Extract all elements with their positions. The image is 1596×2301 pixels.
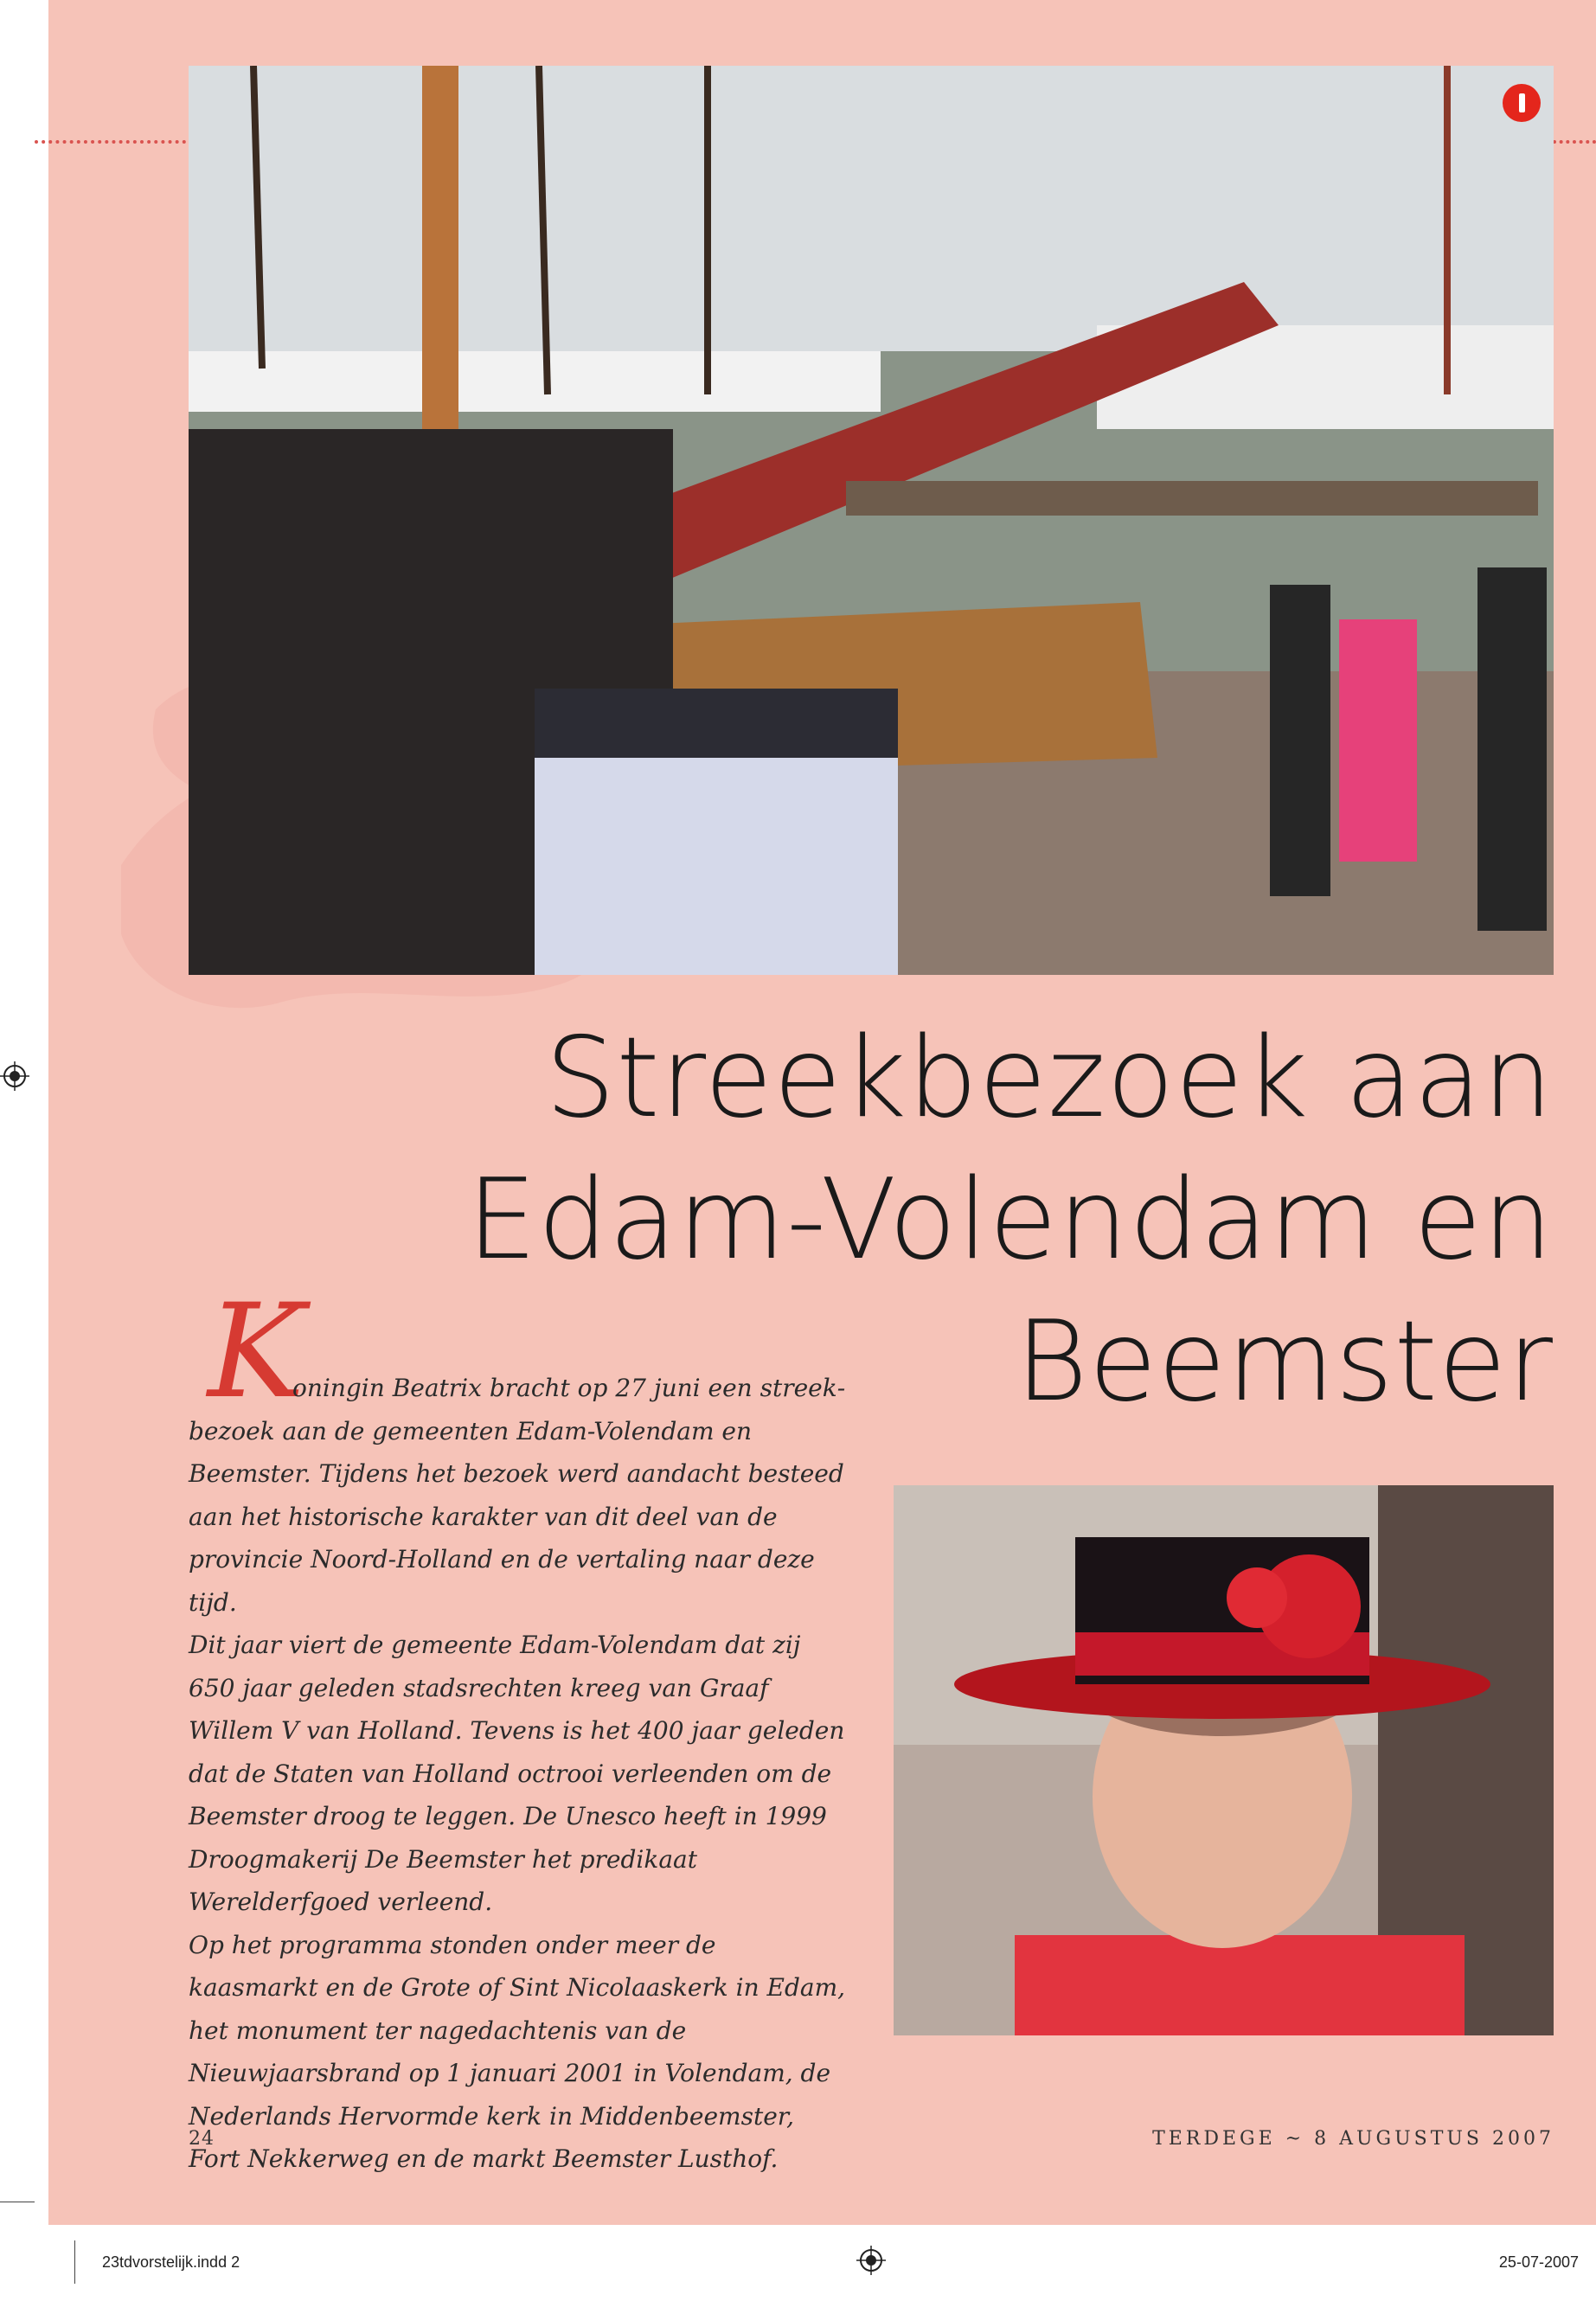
dotted-rule-right [1553,140,1596,144]
paragraph-1: oningin Beatrix bracht op 27 juni een streekbezoek aan de gemeenten Edam-Volendam en Beemster. Tijdens het bezoek werd aandacht besteed aan het historische karakter van dit deel van de provincie Noord-Holland en de vertaling naar deze tijd. [189,1374,846,1617]
page-number: 24 [189,2128,215,2150]
slug-filename: 23tdvorstelijk.indd 2 [102,2253,240,2271]
dotted-rule-left [35,140,186,144]
crosshair-icon [0,1061,29,1091]
title-line-1: Streekbezoek aan [545,1014,1554,1143]
slug-rule [74,2240,75,2284]
paragraph-2: Dit jaar viert de gemeente Edam-Volendam dat zij 650 jaar geleden stadsrechten kreeg van Graaf Willem V van Holland. Tevens is het 400 jaar geleden dat de Staten van Holland octrooi verleenden om de Beemster droog te leggen. De Unesco heeft in 1999 Droogmakerij De Beemster het predikaat Werelderfgoed verleend. [189,1631,845,1916]
title-line-3: Beemster [1015,1298,1554,1426]
harbor-photo [189,66,1554,975]
paragraph-3: Op het programma stonden onder meer de kaasmarkt en de Grote of Sint Nicolaaskerk in Edam, het monument ter nagedachtenis van de Nieuwjaarsbrand op 1 januari 2001 in Volendam, de Nederlands Hervormde kerk in Middenbeemster, Fort Nekkerweg en de markt Beemster Lusthof. [189,1930,846,2173]
slug-date: 25-07-2007 [1498,2253,1579,2271]
crosshair-icon [856,2246,886,2275]
queen-portrait-photo [894,1485,1554,2035]
section-marker-icon [1503,84,1541,122]
drop-cap: K [208,1277,305,1427]
marker-bar [1519,93,1525,112]
title-line-2: Edam-Volendam en [466,1156,1554,1285]
article-body [189,1367,846,2181]
magazine-folio: TERDEGE ~ 8 AUGUSTUS 2007 [1152,2128,1554,2150]
